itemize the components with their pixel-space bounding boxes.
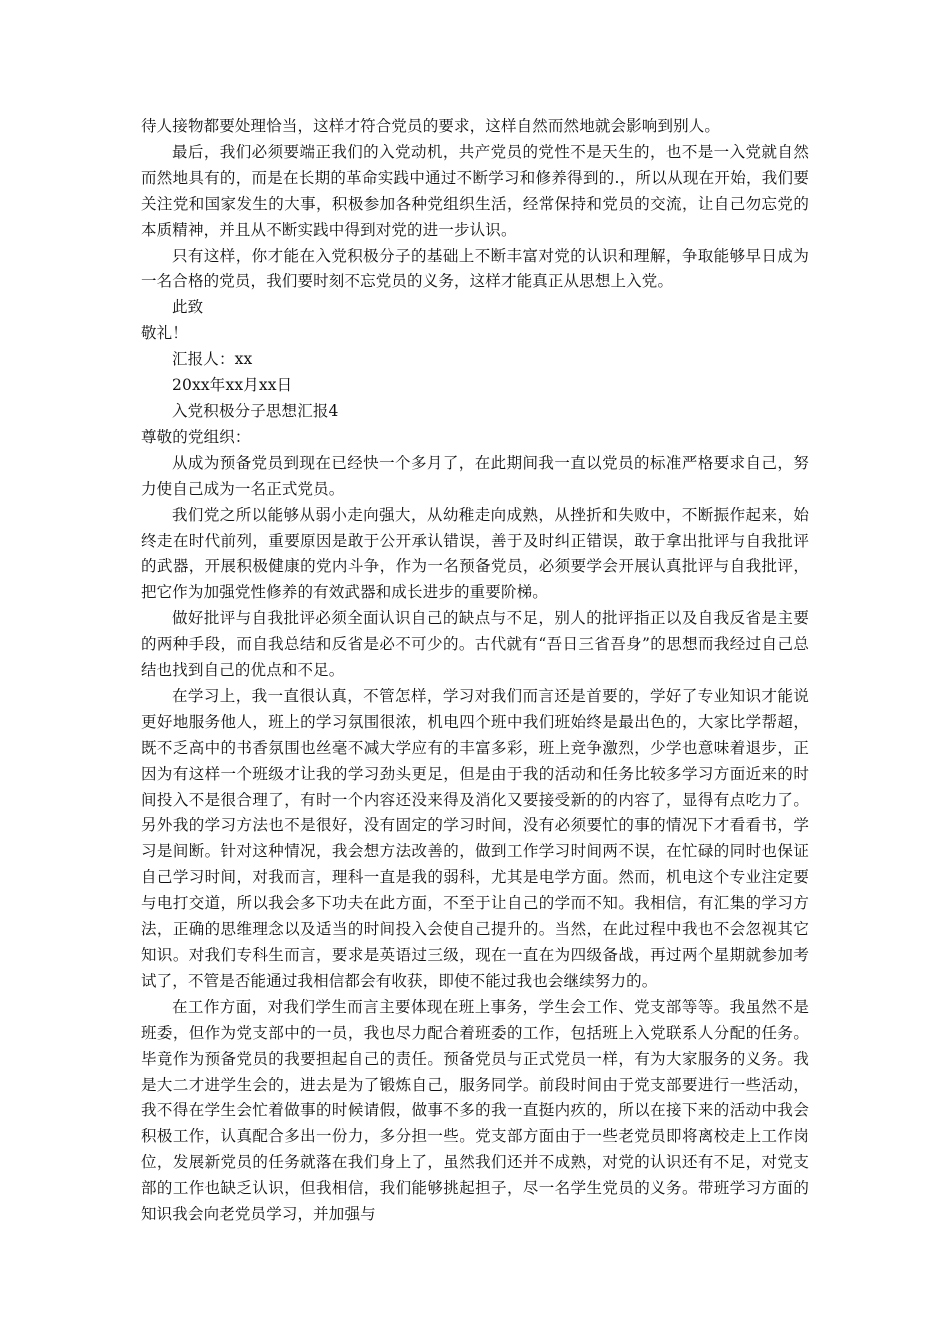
- reporter-name: 汇报人：xx: [172, 350, 253, 369]
- paragraph-entry-motive: 最后，我们必须要端正我们的入党动机，共产党员的党性不是天生的，也不是一入党就自然而然地具有的，而是在长期的革命实践中通过不断学习和修养得到的.，所以从现在开始，我们要关注党和国家发生的大事，积极参加各种党组织生活，经常保持和党员的交流，让自己勿忘党的本质精神，并且从不断实践中得到对党的进一步认识。: [141, 142, 809, 239]
- paragraph-conclusion: 只有这样，你才能在入党积极分子的基础上不断丰富对党的认识和理解，争取能够早日成为一名合格的党员，我们要时刻不忘党员的义务，这样才能真正从思想上入党。: [141, 246, 809, 291]
- paragraph-work: 在工作方面，对我们学生而言主要体现在班上事务，学生会工作、党支部等等。我虽然不是班委，但作为党支部中的一员，我也尽力配合着班委的工作，包括班上入党联系人分配的任务。毕竟作为预备党员的我要担起自己的责任。预备党员与正式党员一样，有为大家服务的义务。我是大二才进学生会的，进去是为了锻炼自己，服务同学。前段时间由于党支部要进行一些活动，我不得在学生会忙着做事的时候请假，做事不多的我一直挺内疚的，所以在接下来的活动中我会积极工作，认真配合多出一份力，多分担一些。党支部方面由于一些老党员即将离校走上工作岗位，发展新党员的任务就落在我们身上了，虽然我们还并不成熟，对党的认识还有不足，对党支部的工作也缺乏认识，但我相信，我们能够挑起担子，尽一名学生党员的义务。带班学习方面的知识我会向老党员学习，并加强与: [141, 997, 809, 1224]
- paragraph-continuation: 待人接物都要处理恰当，这样才符合党员的要求，这样自然而然地就会影响到别人。: [141, 117, 721, 135]
- greeting: 尊敬的党组织：: [141, 427, 251, 446]
- closing-salutation: 此致: [172, 298, 204, 317]
- paragraph-self-reflection: 做好批评与自我批评必须全面认识自己的缺点与不足，别人的批评指正以及自我反省是主要的两种手段，而自我总结和反省是必不可少的。古代就有“吾日三省吾身”的思想而我经过自己总结也找到自己的优点和不足。: [141, 609, 809, 680]
- document-body: [141, 114, 809, 1228]
- report-date: 20xx年xx月xx日: [172, 376, 293, 395]
- paragraph-intro: 从成为预备党员到现在已经快一个多月了，在此期间我一直以党员的标准严格要求自己，努力使自己成为一名正式党员。: [141, 453, 809, 498]
- closing-respect: 敬礼！: [141, 324, 188, 343]
- paragraph-study: 在学习上，我一直很认真，不管怎样，学习对我们而言还是首要的，学好了专业知识才能说更好地服务他人，班上的学习氛围很浓，机电四个班中我们班始终是最出色的，大家比学帮超，既不乏高中的书香氛围也丝毫不减大学应有的丰富多彩，班上竞争激烈，少学也意味着退步，正因为有这样一个班级才让我的学习劲头更足，但是由于我的活动和任务比较多学习方面近来的时间投入不是很合理了，有时一个内容还没来得及消化又要接受新的的内容了，显得有点吃力了。另外我的学习方法也不是很好，没有固定的学习时间，没有必须要忙的事的情况下才看看书，学习是间断。针对这种情况，我会想方法改善的，做到工作学习时间两不误，在忙碌的同时也保证自己学习时间，对我而言，理科一直是我的弱科，尤其是电学方面。然而，机电这个专业注定要与电打交道，所以我会多下功夫在此方面，不至于让自己的学而不知。我相信，有汇集的学习方法，正确的思维理念以及适当的时间投入会使自己提升的。当然，在此过程中我也不会忽视其它知识。对我们专科生而言，要求是英语过三级，现在一直在为四级备战，再过两个星期就参加考试了，不管是否能通过我相信都会有收获，即使不能过我也会继续努力的。: [141, 686, 809, 990]
- section-title: 入党积极分子思想汇报4: [172, 401, 339, 420]
- paragraph-criticism: 我们党之所以能够从弱小走向强大，从幼稚走向成熟，从挫折和失败中，不断振作起来，始终走在时代前列，重要原因是敢于公开承认错误，善于及时纠正错误，敢于拿出批评与自我批评的武器，开展积极健康的党内斗争，作为一名预备党员，必须要学会开展认真批评与自我批评，把它作为加强党性修养的有效武器和成长进步的重要阶梯。: [141, 505, 809, 602]
